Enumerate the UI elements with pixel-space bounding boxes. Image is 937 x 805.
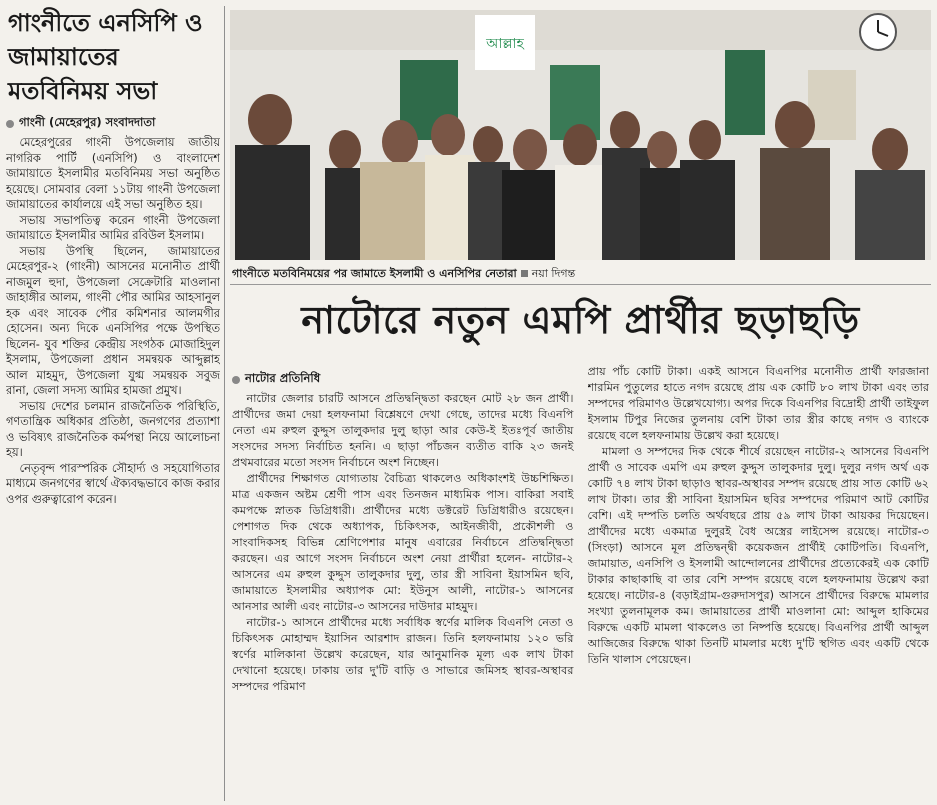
left-paragraph: সভায় উপস্থি ছিলেন, জামায়াতের মেহেরপুর-২ (গাংনী) আসনের মনোনীত প্রার্থী নাজমুল হুদা, উপজেলা সেক্রেটারি মাওলানা জাহাঙ্গীর আলম, গাংনী পৌর আমির আহসানুল হক এবং সাবেক পৌর কমিশনার আলমগীর হোসেন। অন্য দিকে এনসিপির পক্ষে উপস্থিত ছিলেন- যুব শক্তির কেন্দ্রীয় সংগঠক মোজাহিদুল ইসলাম, উপজেলা প্রধান সমন্বয়ক আব্দুল্লাহ আল মাহমুদ, উপজেলা যুগ্ম সমন্বয়ক সবুজ রানা, জেলা সদস্য আমির হামজা প্রমুখ। xyxy=(6,244,220,397)
caption-text: গাংনীতে মতবিনিময়ের পর জামাতে ইসলামী ও এনসিপির নেতারা xyxy=(232,267,517,280)
left-paragraph: সভায় দেশের চলমান রাজনৈতিক পরিস্থিতি, গণতান্ত্রিক অধিকার প্রতিষ্ঠা, জনগণের প্রত্যাশা ও ভবিষ্যৎ রাজনৈতিক কর্মপন্থা নিয়ে আলোচনা হয়। xyxy=(6,399,220,459)
bullet-icon xyxy=(232,376,240,384)
main-paragraph: প্রায় পাঁচ কোটি টাকা। একই আসনে বিএনপির মনোনীত প্রার্থী ফারজানা শারমিন পুতুলের হাতে নগদ রয়েছে প্রায় এক কোটি ৮০ লাখ টাকা এবং তার সম্পদের পরিমাণও উল্লেখযোগ্য। অপর দিকে বিএনপির বিদ্রোহী প্রার্থী তাইফুল ইসলাম টিপুর নিজের তুলনায় বেশি টাকা তার স্ত্রীর কাছে নগদ ও ব্যাংকে রয়েছে বলে হলফনামায় উল্লেখ করা হয়েছে। xyxy=(587,365,929,442)
photo-caption xyxy=(232,265,575,284)
left-paragraph: নেতৃবৃন্দ পারস্পরিক সৌহার্দ্য ও সহযোগিতার মাধ্যমে জনগণের স্বার্থে ঐক্যবদ্ধভাবে কাজ করার ওপর গুরুত্বারোপ করেন। xyxy=(6,461,220,506)
main-article-byline xyxy=(232,370,574,389)
news-photo xyxy=(230,10,931,260)
horizontal-divider xyxy=(230,284,931,285)
left-paragraph: মেহেরপুরের গাংনী উপজেলায় জাতীয় নাগরিক পার্টি (এনসিপি) ও বাংলাদেশ জামায়াতে ইসলামীর মতবিনিময় সভা অনুষ্ঠিত হয়েছে। সোমবার বেলা ১১টায় গাংনী উপজেলা জামায়াতের কার্যালয়ে এই সভা অনুষ্ঠিত হয়। xyxy=(6,136,220,211)
group-photo-illustration xyxy=(230,10,931,260)
column-divider xyxy=(224,6,225,801)
left-byline-text: গাংনী (মেহেরপুর) সংবাদদাতা xyxy=(19,115,156,129)
main-paragraph: নাটোর জেলার চারটি আসনে প্রতিদ্বন্দ্বিতা করছেন মোট ২৮ জন প্রার্থী। প্রার্থীদের জমা দেয়া হলফনামা বিশ্লেষণে দেখা গেছে, তাদের মধ্যে বিএনপি নেতা এম রুহুল কুদ্দুস তালুকদার দুলু ছাড়া আর কেউ-ই ইতঃপূর্ব জাতীয় সংসদের সদস্য নির্বাচিত হননি। এ ছাড়া পাঁচজন ব্যতীত বাকি ২৩ জনই প্রথমবারের মতো সংসদ নির্বাচনে অংশ নিচ্ছেন। xyxy=(232,392,574,469)
caption-source: নয়া দিগন্ত xyxy=(531,267,576,280)
left-article-byline xyxy=(6,114,220,133)
bullet-icon xyxy=(6,120,14,128)
main-article-body xyxy=(232,364,929,800)
banner-text: আল্লাহ xyxy=(486,36,524,52)
square-bullet-icon xyxy=(521,270,528,277)
left-paragraph: সভায় সভাপতিত্ব করেন গাংনী উপজেলা জামায়াতে ইসলামীর আমির রবিউল ইসলাম। xyxy=(6,213,220,242)
left-article-headline: গাংনীতে এনসিপি ও জামায়াতের মতবিনিময় সভা xyxy=(8,9,203,105)
main-paragraph: মামলা ও সম্পদের দিক থেকে শীর্ষে রয়েছেন নাটোর-২ আসনের বিএনপি প্রার্থী ও সাবেক এমপি এম রুহুল কুদ্দুস তালুকদার দুলু। দুলুর নগদ অর্থ এক কোটি ৭৪ লাখ টাকা ছাড়াও স্থাবর-অস্থাবর সম্পদ রয়েছে প্রায় সাত কোটি ৬২ লাখ টাকা। তার স্ত্রী সাবিনা ইয়াসমিন ছবির সম্পদের পরিমাণ আট কোটির বেশি। এই দম্পতি চলতি অর্থবছরে প্রায় ৫৯ লাখ টাকা আয়কর দিয়েছেন। প্রার্থীদের মধ্যে একমাত্র দুলুরই বৈধ অস্ত্রের লাইসেন্স রয়েছে। নাটোর-৩ (সিংড়া) আসনে মূল প্রতিদ্বন্দ্বী কয়েকজন প্রার্থীই কোটিপতি। বিএনপি, জামায়াত, এনসিপি ও ইসলামী আন্দোলনের প্রার্থীদের প্রত্যেকেরই এক কোটি টাকার কাছাকাছি বা তার বেশি সম্পদ রয়েছে বলে হলফনামায় উল্লেখ করা হয়েছে। নাটোর-৪ (বড়াইগ্রাম-গুরুদাসপুর) আসনে প্রার্থীদের বিরুদ্ধে মামলার সংখ্যা তুলনামূলক কম। জামায়াতের প্রার্থী মাওলানা মো: আব্দুল হাকিমের বিরুদ্ধে একটি মামলা থাকলেও তা নিষ্পত্তি হয়েছে। বিএনপির প্রার্থী আব্দুল আজিজের বিরুদ্ধে থাকা তিনটি মামলার মধ্যে দু'টি স্থগিত এবং একটি থেকে তিনি খালাস পেয়েছেন। xyxy=(587,445,929,666)
main-byline-text: নাটোর প্রতিনিধি xyxy=(245,371,321,385)
main-paragraph: নাটোর-১ আসনে প্রার্থীদের মধ্যে সর্বাধিক স্বর্ণের মালিক বিএনপি নেতা ও চিকিৎসক মোহাম্মদ ইয়াসিন আরশাদ রাজন। তিনি হলফনামায় ১২০ ভরি স্বর্ণের মালিকানা উল্লেখ করেছেন, যার আনুমানিক মূল্য এক লাখ টাকা দেখানো হয়েছে। ঢাকায় তার দু'টি বাড়ি ও সাভারে জমিসহ স্থাবর-অস্থাবর সম্পদের পরিমাণ xyxy=(232,616,574,693)
left-article-body xyxy=(6,135,220,507)
main-paragraph: প্রার্থীদের শিক্ষাগত যোগ্যতায় বৈচিত্র্য থাকলেও অধিকাংশই উচ্চশিক্ষিত। মাত্র একজন অষ্টম শ্রেণী পাস এবং তিনজন মাধ্যমিক পাস। বাকিরা সবাই কমপক্ষে স্নাতক ডিগ্রিধারী। প্রার্থীদের মধ্যে ডক্টরেট ডিগ্রিধারীও রয়েছেন। পেশাগত দিক থেকে অধ্যাপক, চিকিৎসক, আইনজীবী, প্রকৌশলী ও সাংবাদিকসহ বিভিন্ন শ্রেণিপেশার মানুষ এবারের নির্বাচনে প্রতিদ্বন্দ্বিতা করছেন। এর আগে সংসদ নির্বাচনে অংশ নেয়া প্রার্থীরা হলেন- নাটোর-২ আসনের এম রুহুল কুদ্দুস তালুকদার দুলু, তার স্ত্রী সাবিনা ইয়াসমিন ছবি, জামায়াতে ইসলামীর অধ্যাপক মো: ইউনুস আলী, নাটোর-১ আসনের আনসার আলী এবং নাটোর-৩ আসনের দাউদার মাহমুদ। xyxy=(232,472,574,613)
main-article-headline: নাটোরে নতুন এমপি প্রার্থীর ছড়াছড়ি xyxy=(301,298,860,342)
left-article xyxy=(6,6,220,801)
main-article-column-2 xyxy=(588,364,930,800)
main-article-column-1 xyxy=(232,364,574,800)
